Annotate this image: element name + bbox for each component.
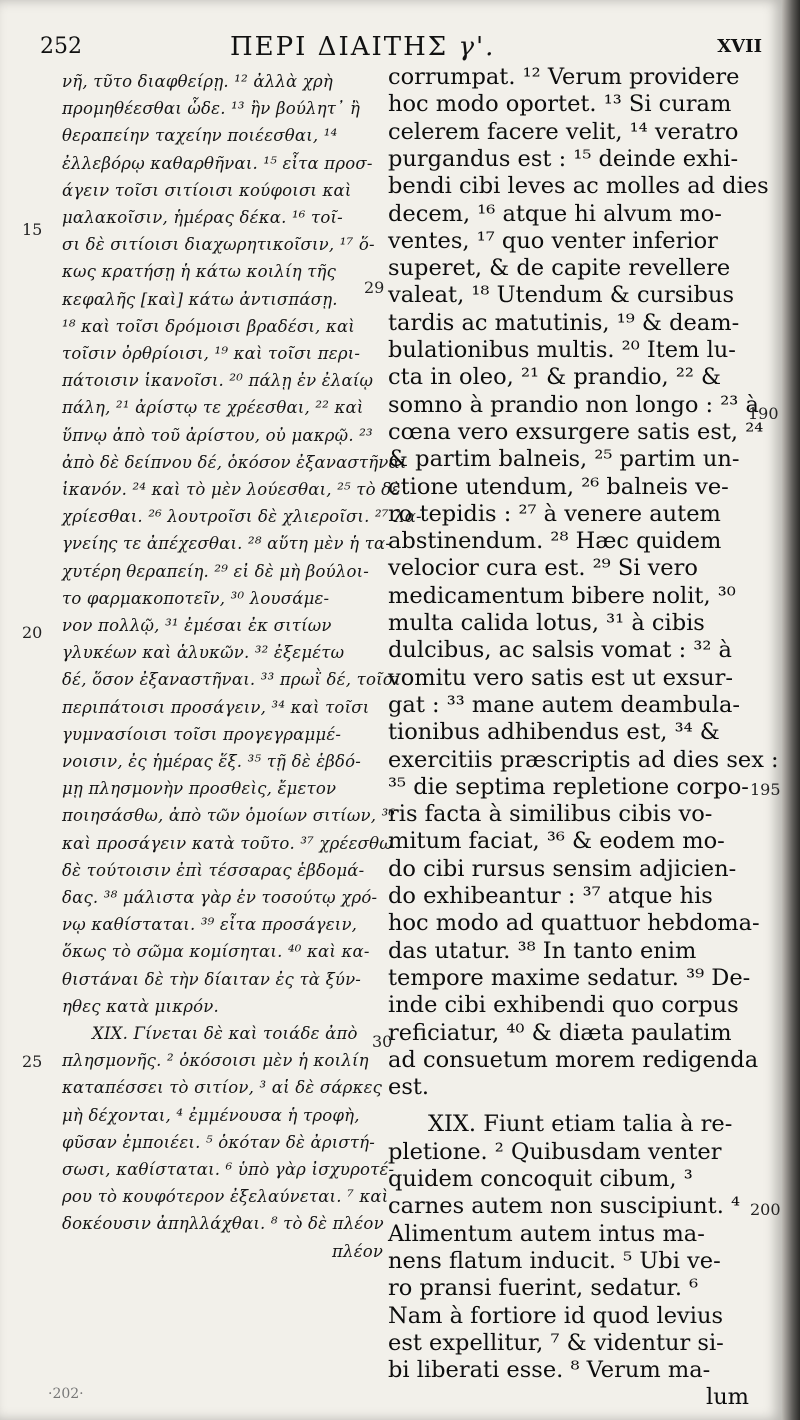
latin-line: reficiatur, ⁴⁰ & diæta paulatim — [388, 1019, 732, 1046]
greek-line: το φαρμακοποτεῖν, ³⁰ λουσάμε- — [62, 588, 330, 608]
page-ref-190: 190 — [748, 404, 779, 423]
greek-line: προμηθέεσθαι ὧδε. ¹³ ἢν βούλητ᾽ ἢ — [62, 99, 361, 119]
greek-line: καὶ προσάγειν κατὰ τοῦτο. ³⁷ χρέεσθω — [62, 833, 393, 853]
latin-line: XIX. Fiunt etiam talia à re- — [428, 1111, 733, 1138]
latin-line: ctione utendum, ²⁶ balneis ve- — [388, 473, 729, 500]
page-number: 252 — [40, 34, 82, 59]
latin-line: est. — [388, 1074, 430, 1101]
page-edge-shadow — [782, 0, 800, 1420]
greek-line: ὕπνῳ ἀπὸ τοῦ ἀρίστου, οὐ μακρῷ. ²³ — [62, 425, 373, 445]
latin-line: gat : ³³ mane autem deambula- — [388, 691, 740, 718]
greek-line: χρίεσθαι. ²⁶ λουτροῖσι δὲ χλιεροῖσι. ²⁷ λα- — [62, 507, 422, 527]
greek-line: γλυκέων καὶ ἁλυκῶν. ³² ἐξεμέτω — [62, 643, 345, 663]
latin-line: quidem concoquit cibum, ³ — [388, 1166, 693, 1192]
greek-line: μῃ πλησμονὴν προσθεὶς, ἔμετον — [62, 779, 337, 799]
latin-line: velocior cura est. ²⁹ Si vero — [388, 555, 698, 582]
latin-line: lum — [706, 1384, 750, 1411]
latin-line: abstinendum. ²⁸ Hæc quidem — [388, 528, 722, 555]
latin-line: Nam à fortiore id quod levius — [388, 1302, 723, 1329]
greek-line: μαλακοῖσιν, ἡμέρας δέκα. ¹⁶ τοῖ- — [62, 208, 343, 227]
greek-line: νοισιν, ἐς ἡμέρας ἕξ. ³⁵ τῇ δὲ ἑβδό- — [62, 752, 362, 771]
greek-line: ἱκανόν. ²⁴ καὶ τὸ μὲν λούεσθαι, ²⁵ τὸ δὲ — [62, 480, 401, 499]
greek-line: καταπέσσει τὸ σιτίον, ³ αἱ δὲ σάρκες — [62, 1078, 383, 1098]
greek-line: άγειν τοῖσι σιτίοισι κούφοισι καὶ — [62, 180, 352, 200]
greek-line: περιπάτοισι προσάγειν, ³⁴ καὶ τοῖσι — [62, 697, 370, 717]
latin-line: nens flatum inducit. ⁵ Ubi ve- — [388, 1247, 721, 1274]
greek-line: πλησμονῆς. ² ὁκόσοισι μὲν ἡ κοιλίη — [62, 1051, 369, 1071]
latin-line: mitum faciat, ³⁶ & eodem mo- — [388, 828, 725, 855]
running-title-book: γ'. — [458, 32, 496, 62]
greek-line: ποιησάσθω, ἀπὸ τῶν ὁμοίων σιτίων, ³⁶ — [62, 806, 396, 826]
latin-line: tionibus adhibendus est, ³⁴ & — [388, 719, 720, 746]
latin-line: ventes, ¹⁷ quo venter inferior — [388, 227, 718, 254]
greek-line: σωσι, καθίσταται. ⁶ ὑπὸ γὰρ ἰσχυροτέ- — [62, 1160, 395, 1179]
greek-line: σι δὲ σιτίοισι διαχωρητικοῖσιν, ¹⁷ ὅ- — [62, 235, 375, 255]
latin-line: ris facta à similibus cibis vo- — [388, 801, 713, 828]
greek-line: κεφαλῆς [καὶ] κάτω ἀντισπάσῃ. — [62, 289, 338, 309]
latin-line: hoc modo ad quattuor hebdoma- — [388, 910, 760, 937]
greek-line: θεραπείην ταχείην ποιέεσθαι, ¹⁴ — [62, 126, 338, 146]
latin-line-number-29: 29 — [364, 278, 385, 297]
greek-line: ὅκως τὸ σῶμα κομίσηται. ⁴⁰ καὶ κα- — [62, 942, 370, 962]
latin-line: medicamentum bibere nolit, ³⁰ — [388, 582, 736, 609]
page-ref-195: 195 — [750, 780, 781, 799]
greek-line: ἀπὸ δὲ δείπνου δέ, ὁκόσον ἐξαναστῆναι — [62, 452, 407, 472]
latin-line: bi liberati esse. ⁸ Verum ma- — [388, 1357, 711, 1384]
greek-line: κως κρατήσῃ ἡ κάτω κοιλίη τῆς — [62, 262, 337, 282]
greek-line: θιστάναι δὲ τὴν δίαιταν ἐς τὰ ξύν- — [62, 969, 362, 989]
latin-line: do cibi rursus sensim adjicien- — [388, 855, 737, 882]
greek-line: δας. ³⁸ μάλιστα γὰρ ἐν τοσούτῳ χρό- — [62, 888, 378, 907]
bleed-through-marks: ·202· — [48, 1386, 84, 1402]
greek-line: ρου τὸ κουφότερον ἐξελαύνεται. ⁷ καὶ — [62, 1187, 389, 1207]
latin-line: tempore maxime sedatur. ³⁹ De- — [388, 964, 751, 991]
latin-line: ³⁵ die septima repletione corpo- — [388, 773, 749, 800]
greek-line: γνείης τε ἀπέχεσθαι. ²⁸ αὕτη μὲν ἡ τα- — [62, 534, 392, 554]
running-title — [230, 32, 495, 62]
latin-line: carnes autem non suscipiunt. ⁴ — [388, 1193, 741, 1220]
running-title-main: ΠΕΡΙ ΔΙΑΙΤΗΣ — [230, 32, 459, 62]
greek-line: ηθες κατὰ μικρόν. — [62, 996, 219, 1016]
latin-line: inde cibi exhibendi quo corpus — [388, 992, 739, 1019]
greek-line: νον πολλῷ, ³¹ ἐμέσαι ἐκ σιτίων — [62, 616, 332, 635]
latin-line: est expellitur, ⁷ & videntur si- — [388, 1329, 724, 1356]
latin-line: pletione. ² Quibusdam venter — [388, 1138, 722, 1165]
greek-line: χυτέρη θεραπείη. ²⁹ εἰ δὲ μὴ βούλοι- — [62, 561, 370, 581]
latin-line: purgandus est : ¹⁵ deinde exhi- — [388, 145, 739, 172]
latin-line: celerem facere velit, ¹⁴ veratro — [388, 118, 739, 145]
latin-line: corrumpat. ¹² Verum providere — [388, 64, 740, 90]
latin-line: das utatur. ³⁸ In tanto enim — [388, 937, 697, 964]
greek-line: πάτοισιν ἱκανοῖσι. ²⁰ πάλῃ ἐν ἐλαίῳ — [62, 371, 374, 391]
greek-line-number-15: 15 — [22, 220, 43, 239]
latin-line: Alimentum autem intus ma- — [388, 1220, 705, 1247]
greek-line: δέ, ὅσον ἐξαναστῆναι. ³³ πρωῒ δέ, τοῖσι — [62, 670, 401, 690]
latin-line: & partim balneis, ²⁵ partim un- — [388, 446, 740, 473]
latin-line: ro pransi fuerint, sedatur. ⁶ — [388, 1275, 699, 1302]
latin-line: bendi cibi leves ac molles ad dies — [388, 173, 769, 200]
latin-line: dulcibus, ac salsis vomat : ³² à — [388, 637, 732, 664]
greek-line: δὲ τούτοισιν ἐπὶ τέσσαρας ἑβδομά- — [62, 860, 365, 880]
latin-line: superet, & de capite revellere — [388, 255, 731, 282]
greek-line: ¹⁸ καὶ τοῖσι δρόμοισι βραδέσι, καὶ — [62, 316, 355, 336]
latin-line: hoc modo oportet. ¹³ Si curam — [388, 91, 732, 118]
greek-line: πλέον — [332, 1241, 384, 1261]
greek-line-number-25: 25 — [22, 1052, 43, 1071]
latin-line: do exhibeantur : ³⁷ atque his — [388, 883, 713, 909]
greek-line: γυμνασίοισι τοῖσι προγεγραμμέ- — [62, 724, 342, 744]
latin-line: multa calida lotus, ³¹ à cibis — [388, 610, 705, 636]
latin-line: vomitu vero satis est ut exsur- — [388, 664, 733, 691]
latin-line: tardis ac matutinis, ¹⁹ & deam- — [388, 309, 740, 336]
latin-line-number-30: 30 — [372, 1032, 393, 1051]
latin-line: valeat, ¹⁸ Utendum & cursibus — [388, 282, 734, 309]
greek-line: τοῖσιν ὀρθρίοισι, ¹⁹ καὶ τοῖσι περι- — [62, 344, 361, 363]
latin-line: bulationibus multis. ²⁰ Item lu- — [388, 337, 736, 363]
greek-line-number-20: 20 — [22, 623, 43, 642]
greek-line: νῳ καθίσταται. ³⁹ εἶτα προσάγειν, — [62, 915, 358, 935]
greek-line: πάλη, ²¹ ἀρίστῳ τε χρέεσθαι, ²² καὶ — [62, 398, 364, 418]
latin-line: somno à prandio non longo : ²³ à — [388, 391, 759, 418]
greek-line: μὴ δέχονται, ⁴ ἐμμένουσα ἡ τροφὴ, — [62, 1105, 360, 1125]
greek-line: ἐλλεβόρῳ καθαρθῆναι. ¹⁵ εἶτα προσ- — [62, 153, 373, 173]
latin-line: cœna vero exsurgere satis est, ²⁴ — [388, 418, 764, 445]
greek-line: ΧΙΧ. Γίνεται δὲ καὶ τοιάδε ἀπὸ — [92, 1024, 358, 1043]
greek-line: δοκέουσιν ἀπηλλάχθαι. ⁸ τὸ δὲ πλέον — [62, 1214, 384, 1234]
greek-line: φῦσαν ἐμποιέει. ⁵ ὁκόταν δὲ ἀριστή- — [62, 1132, 376, 1152]
latin-line: decem, ¹⁶ atque hi alvum mo- — [388, 200, 722, 227]
page-ref-200: 200 — [750, 1200, 781, 1219]
latin-line: exercitiis præscriptis ad dies sex : — [388, 746, 779, 773]
latin-line: ad consuetum morem redigenda — [388, 1046, 759, 1073]
latin-line: ro tepidis : ²⁷ à venere autem — [388, 500, 721, 527]
greek-line: νῆ, τῦτο διαφθείρῃ. ¹² ἀλλὰ χρὴ — [62, 72, 334, 91]
latin-line: cta in oleo, ²¹ & prandio, ²² & — [388, 364, 722, 391]
section-numeral: XVII — [717, 36, 762, 57]
